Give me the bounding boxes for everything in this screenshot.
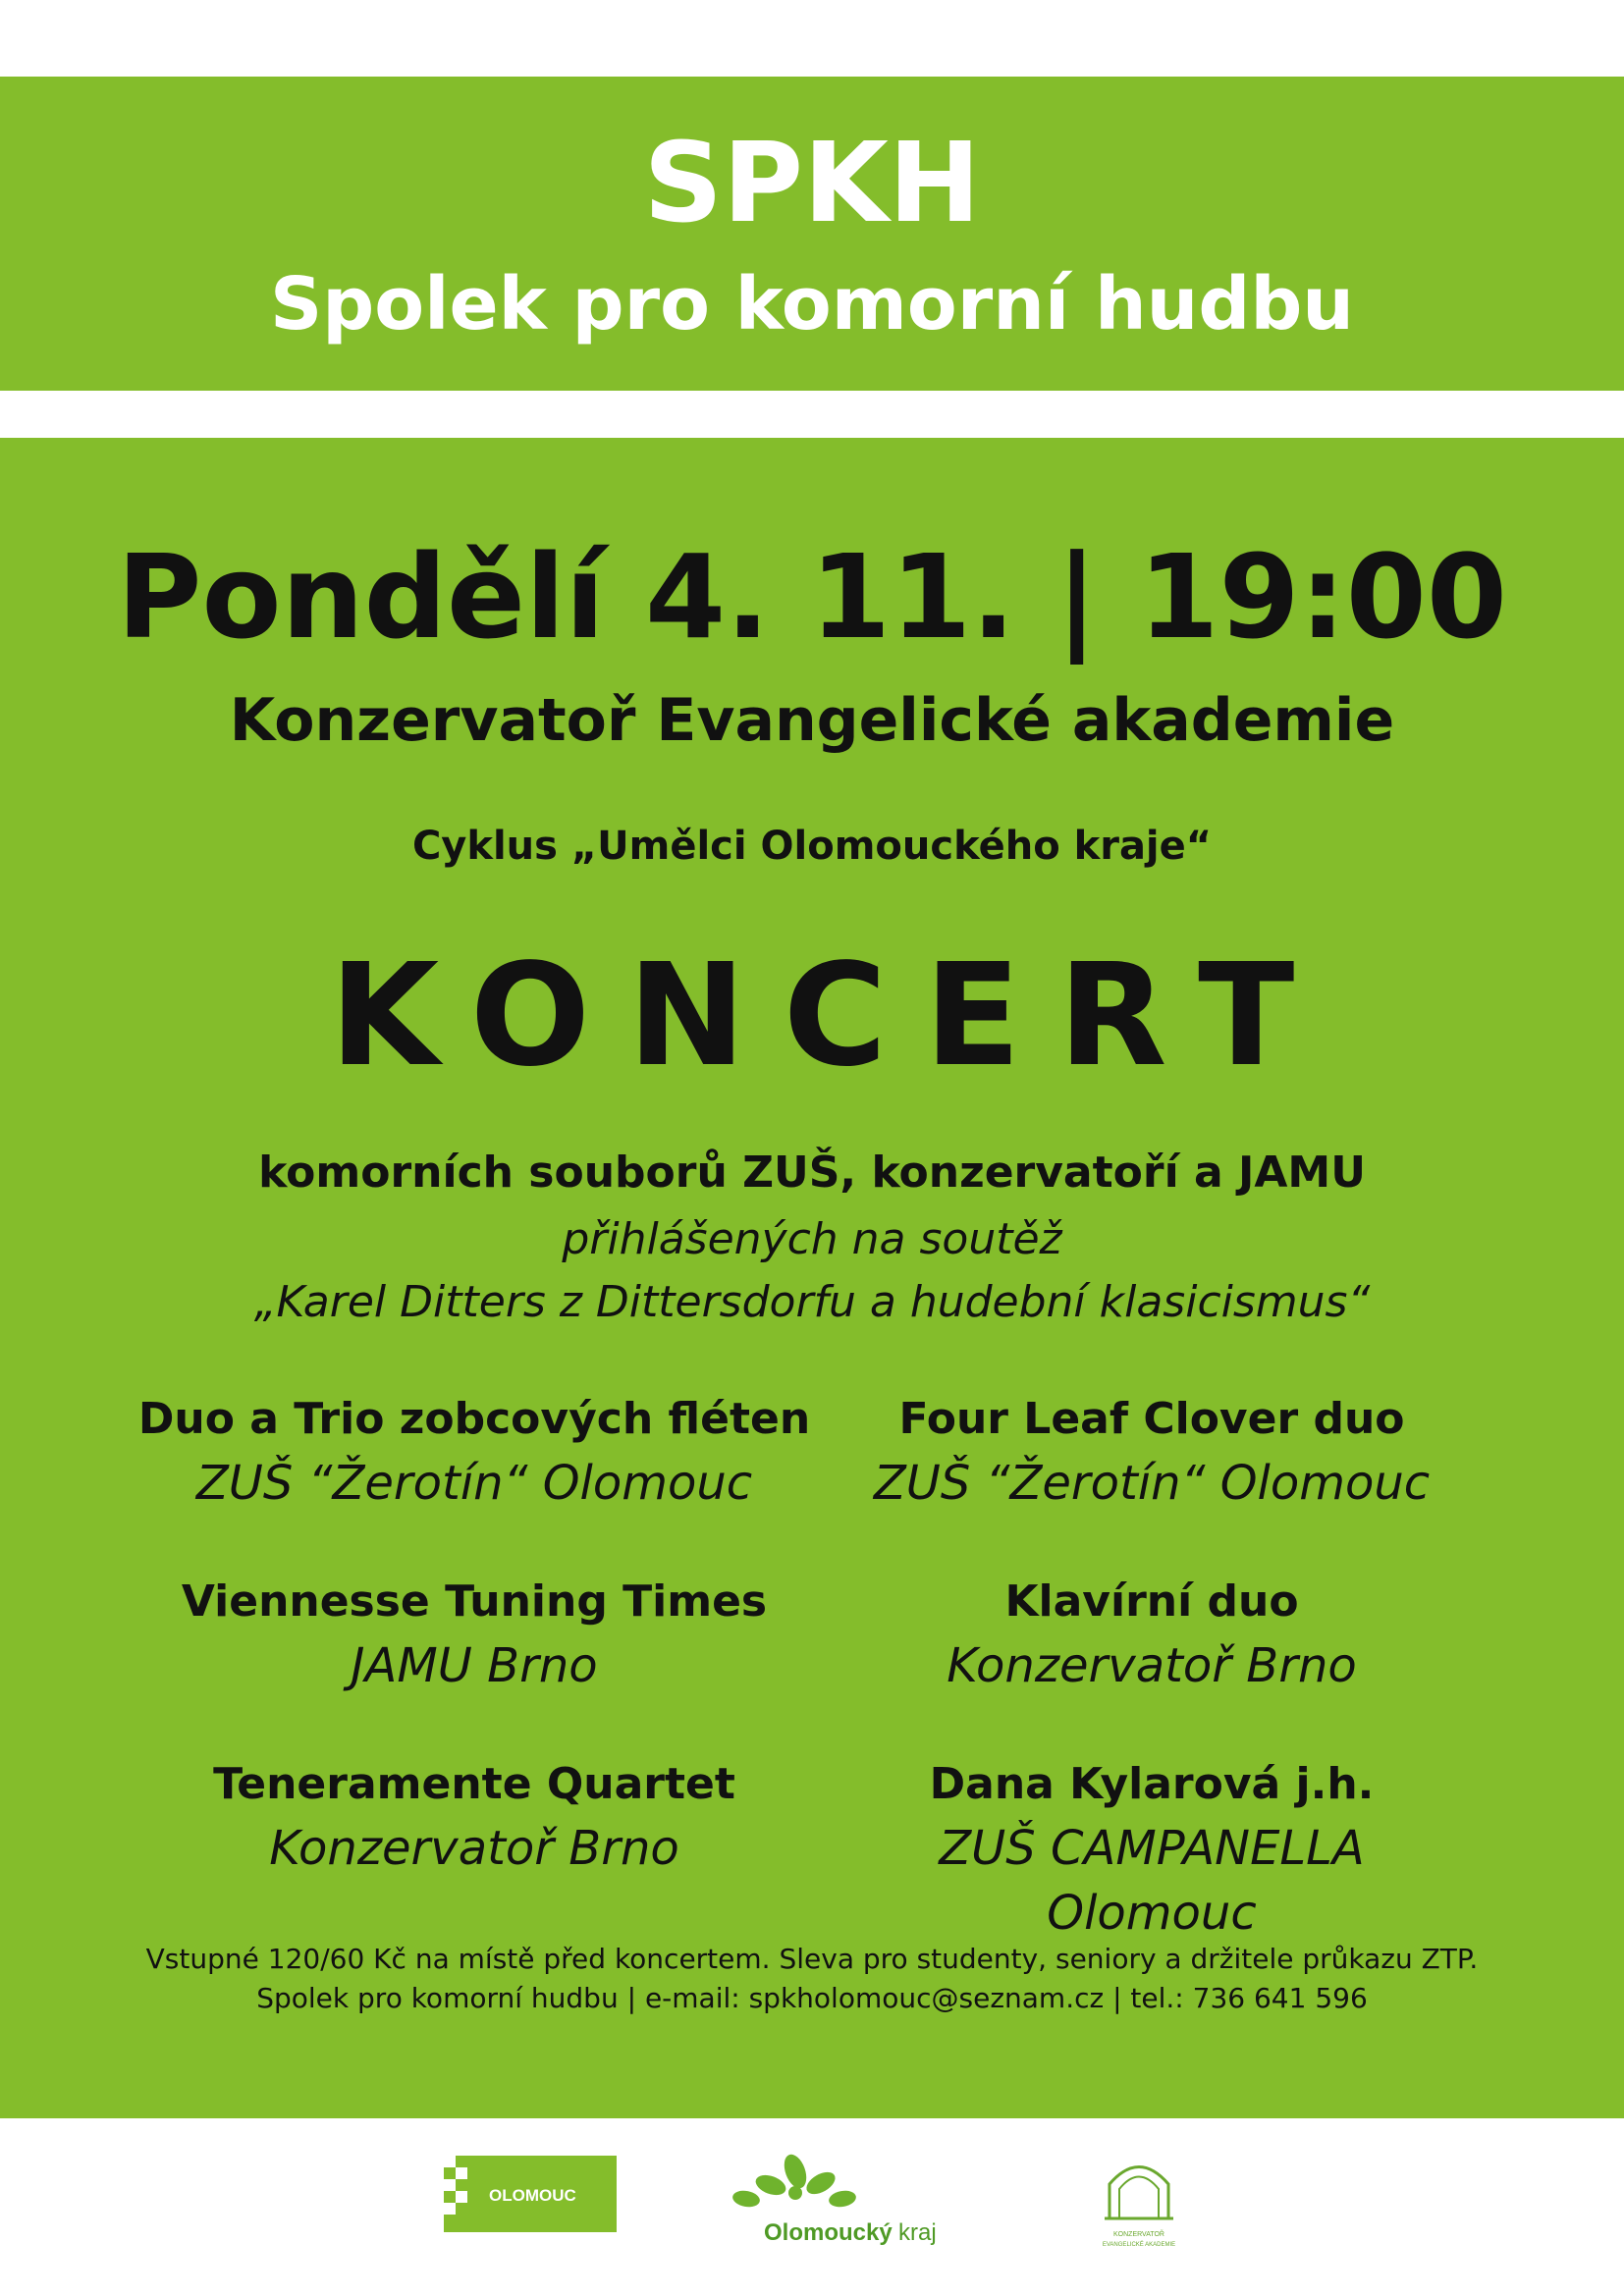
kea-logo-line-2: EVANGELICKÉ AKADEMIE [1102,2242,1176,2248]
olomouc-logo-text: OLOMOUC [489,2186,576,2205]
performer-school: ZUŠ “Žerotín“ Olomouc [195,1456,753,1511]
performer-name: Klavírní duo [1004,1576,1299,1627]
kraj-logo-bold: Olomoucký [764,2219,893,2246]
contact-info: Spolek pro komorní hudbu | e-mail: spkholomouc@seznam.cz | tel.: 736 641 596 [256,1982,1368,2014]
org-full-name: Spolek pro komorní hudbu [269,262,1354,347]
kea-logo-line-1: KONZERVATOŘ [1113,2231,1164,2238]
olomouc-city-logo [444,2156,617,2232]
event-venue: Konzervatoř Evangelické akademie [229,686,1395,755]
performer-right-2 [779,1571,1525,1698]
performer-school-line-2: Olomouc [1047,1886,1257,1941]
performer-school: Konzervatoř Brno [269,1821,679,1876]
performer-school: ZUŠ CAMPANELLA [939,1821,1365,1876]
event-title: KONCERT [329,933,1332,1097]
performer-school: JAMU Brno [351,1638,598,1693]
performer-left-3 [101,1753,847,1881]
event-date-time: Pondělí 4. 11. | 19:00 [117,529,1507,665]
performer-right-1 [779,1388,1525,1516]
event-subtitle: komorních souborů ZUŠ, konzervatoří a JAMU [258,1148,1366,1198]
flower-icon [731,2152,857,2210]
admission-info: Vstupné 120/60 Kč na místě před koncertem. Sleva pro studenty, seniory a držitele průkazu ZTP. [145,1943,1479,1975]
performer-school: Konzervatoř Brno [947,1638,1357,1693]
konzervator-ea-logo [1090,2150,1188,2258]
competition-line-2: „Karel Ditters z Dittersdorfu a hudební klasicismus“ [253,1277,1371,1327]
event-cycle: Cyklus „Umělci Olomouckého kraje“ [411,824,1213,869]
performer-name: Duo a Trio zobcových fléten [137,1394,811,1444]
performer-name: Teneramente Quartet [213,1759,735,1809]
performer-left-1 [101,1388,847,1516]
main-panel [0,438,1624,2118]
performer-school: ZUŠ “Žerotín“ Olomouc [873,1456,1431,1511]
competition-line-1: přihlášených na soutěž [562,1214,1062,1264]
header-banner [0,77,1624,391]
kraj-logo-light: kraj [898,2219,937,2246]
performer-left-2 [101,1571,847,1698]
performer-name: Dana Kylarová j.h. [929,1759,1375,1809]
olomoucky-kraj-logo [727,2150,1001,2248]
org-short-name: SPKH [643,120,981,247]
performer-name: Four Leaf Clover duo [898,1394,1405,1444]
performer-right-3 [779,1753,1525,1946]
performer-name: Viennesse Tuning Times [181,1576,768,1627]
